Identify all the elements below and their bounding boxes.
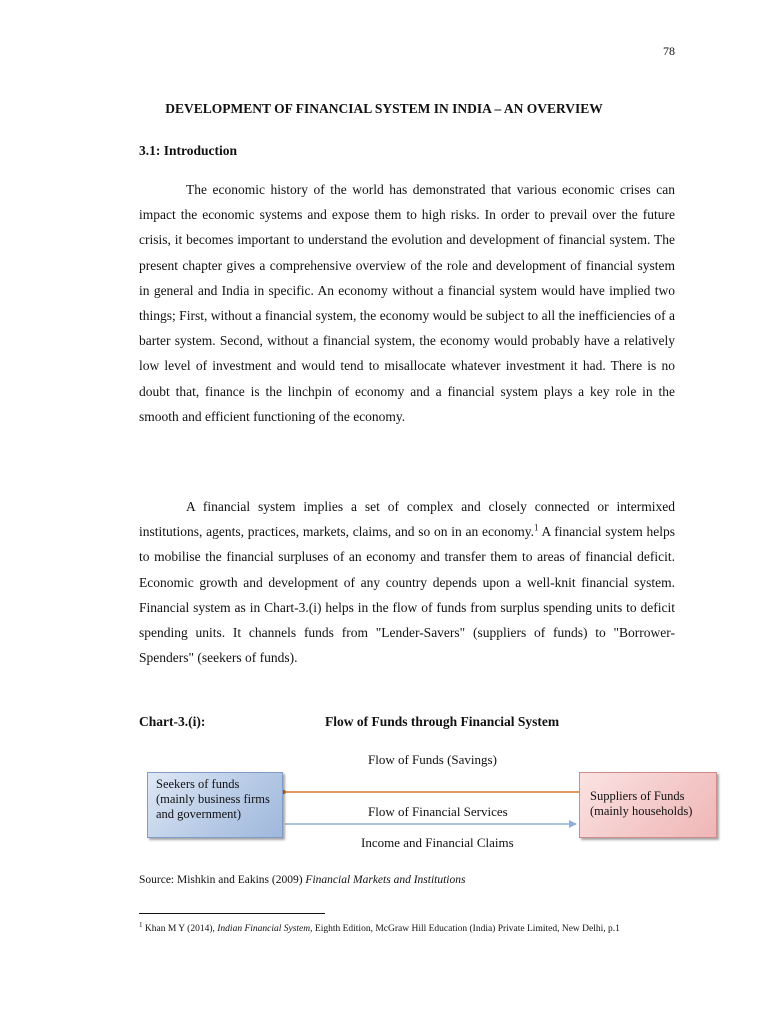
footnote-book-title: Indian Financial System,	[217, 924, 313, 934]
chart-title: Flow of Funds through Financial System	[325, 714, 560, 729]
source-prefix: Source: Mishkin and Eakins (2009)	[139, 874, 306, 886]
footnote-reference[interactable]: 1	[534, 522, 539, 533]
introduction-paragraph-2	[139, 494, 675, 670]
footnote-author: Khan M Y (2014),	[142, 924, 218, 934]
income-claims-label: Income and Financial Claims	[361, 835, 514, 850]
suppliers-of-funds-box: Suppliers of Funds (mainly households)	[579, 772, 717, 838]
footnote	[139, 920, 699, 934]
page-number: 78	[663, 44, 675, 58]
flow-of-savings-label: Flow of Funds (Savings)	[368, 752, 497, 767]
paragraph-2-text-b: A financial system helps to mobilise the financial surpluses of an economy and transfer them to areas of financial deficit. Economic growth and development of any country depends upon a well-knit financial system. Financial system as in Chart-3.(i) helps in the flow of funds from surplus spending units to deficit spending units. It channels funds from "Lender-Savers" (suppliers of funds) to "Borrower-Spenders" (seekers of funds).	[139, 524, 676, 666]
seekers-of-funds-box: Seekers of funds (mainly business firms and government)	[147, 772, 283, 838]
introduction-paragraph-1: The economic history of the world has demonstrated that various economic crises can impact the economic systems and expose them to high risks. In order to prevail over the future crisis, it becomes important to understand the evolution and development of financial system. The present chapter gives a comprehensive overview of the role and development of financial system in general and India in specific. An economy without a financial system would have implied two things; First, without a financial system, the economy would be subject to all the inefficiencies of a barter system. Second, without a financial system, the economy would probably have a relatively low level of investment and would tend to misallocate whatever investment it had. There is no doubt that, finance is the linchpin of economy and a financial system plays a key role in the smooth and efficient functioning of the economy.	[139, 182, 675, 424]
source-title: Financial Markets and Institutions	[305, 874, 466, 886]
paragraph-2-text-a: A financial system implies a set of complex and closely connected or intermixed institutions, agents, practices, markets, claims, and so on in an economy.	[139, 499, 675, 540]
flow-of-services-label: Flow of Financial Services	[368, 804, 508, 819]
chart-label: Chart-3.(i):	[139, 714, 206, 729]
footnote-divider	[139, 913, 325, 914]
chart-source	[139, 874, 465, 886]
footnote-details: Eighth Edition, McGraw Hill Education (India) Private Limited, New Delhi, p.1	[312, 924, 620, 934]
flow-of-funds-diagram	[139, 748, 729, 858]
section-title: 3.1: Introduction	[139, 143, 238, 158]
footnote-marker: 1	[139, 920, 143, 929]
chapter-heading: DEVELOPMENT OF FINANCIAL SYSTEM IN INDIA – AN OVERVIEW	[165, 101, 603, 116]
